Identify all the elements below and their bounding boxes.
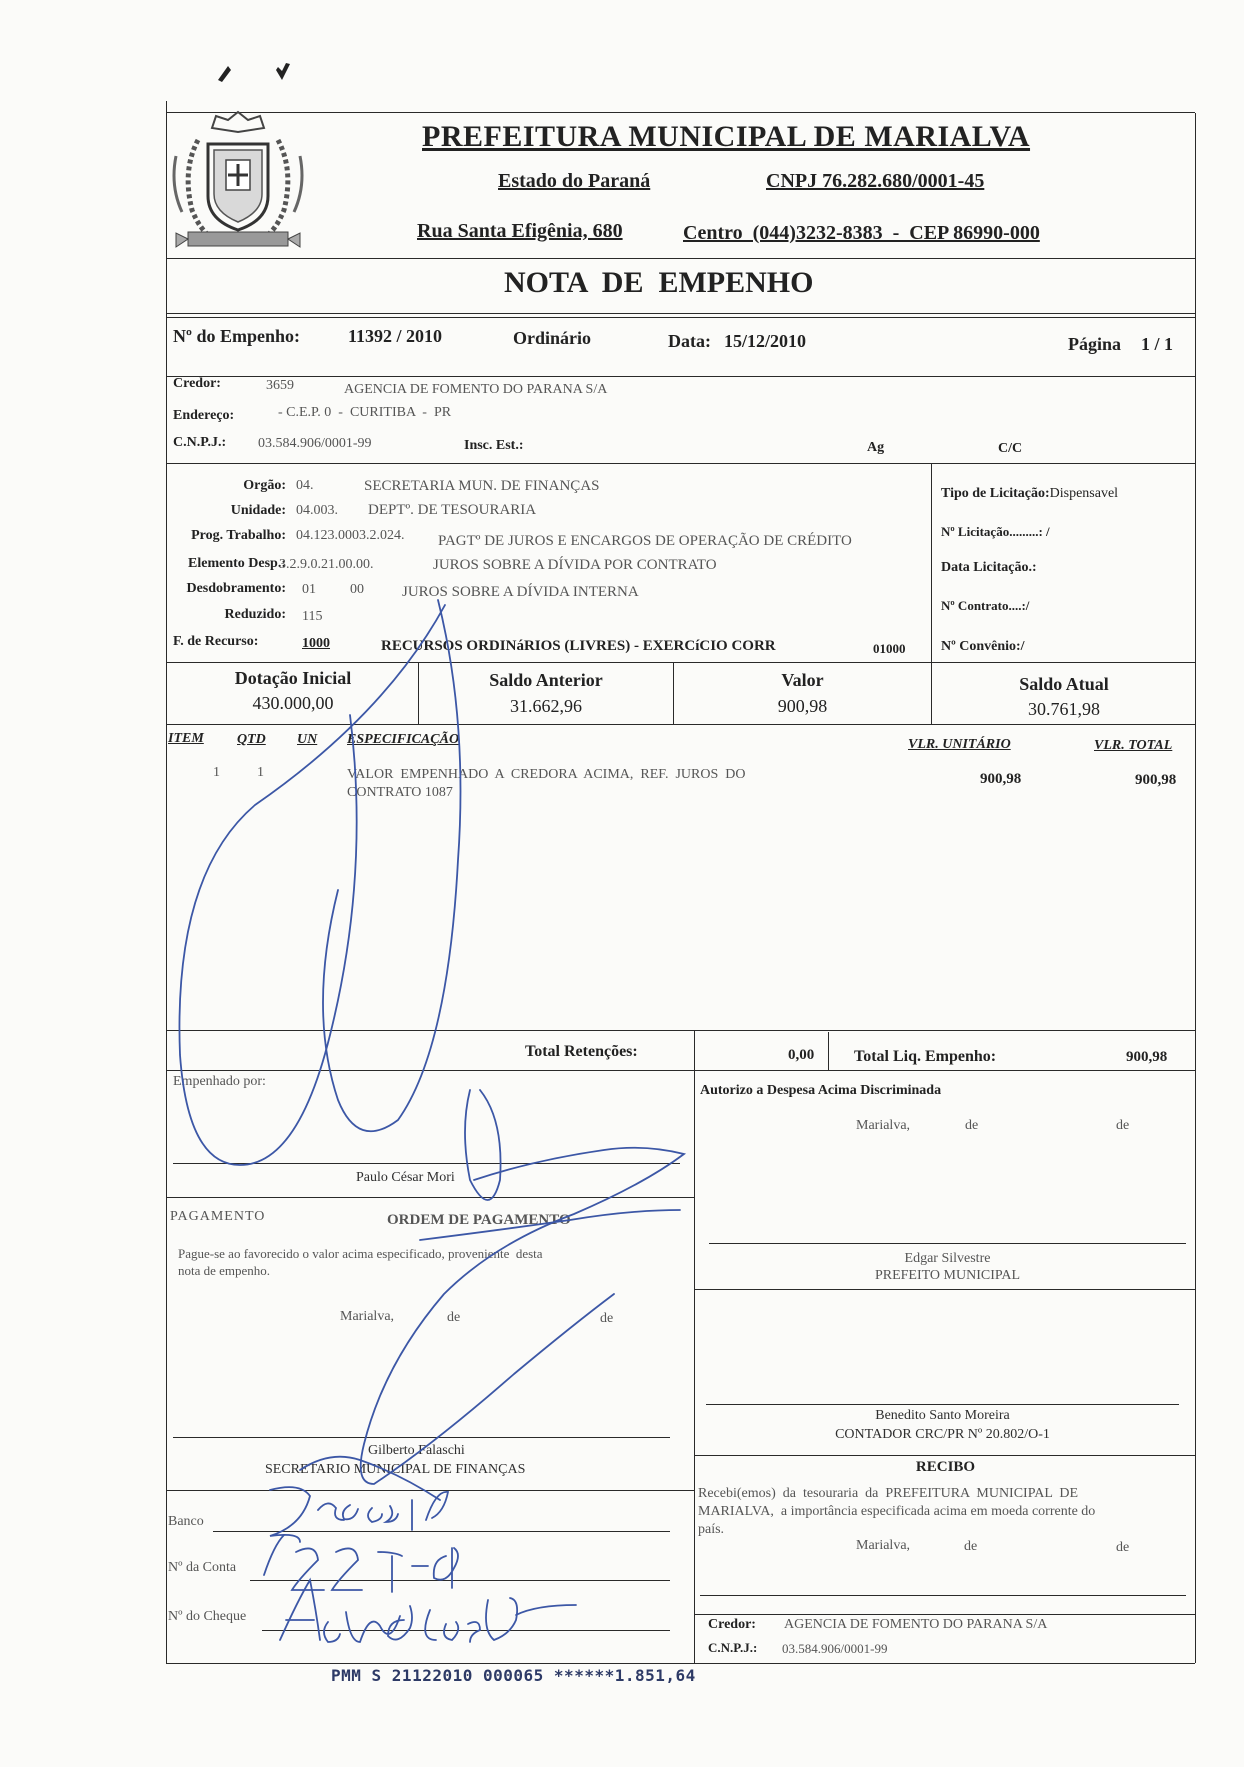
row-qtd: 1 (257, 765, 264, 780)
pagamento-text-1: Pague-se ao favorecido o valor acima especificado, proveniente desta (178, 1246, 543, 1261)
autorizo-local: Marialva, (856, 1118, 911, 1133)
desdobramento-code-1: 01 (302, 582, 316, 597)
numero-licitacao-label: Nº Licitação.........: / (941, 524, 1050, 539)
ordem-pagamento-label: ORDEM DE PAGAMENTO (387, 1212, 571, 1228)
reduzido-label: Reduzido: (224, 607, 286, 622)
saldo-anterior-value: 31.662,96 (510, 696, 582, 716)
endereco-label: Endereço: (173, 408, 235, 423)
prefeitura-contact: Centro (044)3232-8383 - CEP 86990-000 (683, 222, 1040, 244)
recibo-local: Marialva, (856, 1538, 911, 1553)
pagamento-signer: Gilberto Falaschi (368, 1443, 465, 1458)
row-especificacao-line-2: CONTRATO 1087 (347, 785, 453, 800)
dotacao-inicial-label: Dotação Inicial (234, 668, 352, 688)
autorizo-label: Autorizo a Despesa Acima Discriminada (700, 1083, 942, 1098)
conta-label: Nº da Conta (168, 1560, 237, 1575)
empenhado-signer: Paulo César Mori (356, 1170, 455, 1185)
saldo-atual-value: 30.761,98 (1028, 699, 1100, 719)
cnpj-label: C.N.P.J.: (173, 435, 227, 450)
prefeitura-cnpj: CNPJ 76.282.680/0001-45 (766, 170, 985, 192)
desdobramento-description: JUROS SOBRE A DÍVIDA INTERNA (402, 584, 639, 600)
insc-est-label: Insc. Est.: (464, 438, 524, 453)
desdobramento-code-2: 00 (350, 582, 364, 597)
empenho-date-label: Data: (668, 331, 711, 351)
empenho-type: Ordinário (513, 328, 592, 348)
agencia-label: Ag (867, 440, 885, 455)
recurso-code: 1000 (302, 636, 330, 651)
col-total-header: VLR. TOTAL (1094, 738, 1173, 753)
recibo-credor: AGENCIA DE FOMENTO DO PARANA S/A (784, 1617, 1048, 1632)
empenhado-por-label: Empenhado por: (173, 1074, 266, 1089)
empenho-number: 11392 / 2010 (348, 326, 443, 346)
credor-code: 3659 (266, 378, 294, 393)
pagamento-de-1: de (447, 1310, 461, 1325)
elemento-code: 3.2.9.0.21.00.00. (279, 557, 374, 572)
elemento-label: Elemento Desp.: (188, 556, 286, 571)
prefeitura-address: Rua Santa Efigênia, 680 (417, 220, 623, 242)
reduzido-code: 115 (302, 609, 323, 624)
recibo-credor-label: Credor: (708, 1617, 756, 1632)
prog-trabalho-label: Prog. Trabalho: (191, 528, 286, 543)
credor-name: AGENCIA DE FOMENTO DO PARANA S/A (344, 382, 608, 397)
pagamento-local: Marialva, (340, 1309, 395, 1324)
valor-value: 900,98 (777, 696, 828, 716)
saldo-anterior-label: Saldo Anterior (489, 670, 603, 690)
orgao-description: SECRETARIA MUN. DE FINANÇAS (364, 478, 600, 494)
recibo-cnpj: 03.584.906/0001-99 (782, 1641, 888, 1656)
page-number: 1 / 1 (1141, 334, 1174, 354)
row-item: 1 (213, 765, 220, 780)
unidade-description: DEPTº. DE TESOURARIA (368, 502, 537, 518)
recibo-text-2: MARIALVA, a importância especificada acima em moeda corrente do (698, 1504, 1096, 1519)
total-liquido-label: Total Liq. Empenho: (854, 1048, 997, 1065)
total-retencoes-label: Total Retenções: (525, 1043, 638, 1060)
cheque-label: Nº do Cheque (168, 1609, 247, 1624)
col-especificacao-header: ESPECIFICAÇÃO (347, 732, 460, 747)
autorizo-signer: Edgar Silvestre (904, 1251, 991, 1266)
document-title: NOTA DE EMPENHO (504, 266, 814, 299)
recurso-label: F. de Recurso: (173, 634, 259, 649)
autorizo-cargo: PREFEITO MUNICIPAL (874, 1268, 1021, 1283)
data-licitacao-label: Data Licitação.: (941, 560, 1037, 575)
desdobramento-label: Desdobramento: (186, 581, 286, 596)
authentication-stamp: PMM S 21122010 000065 ******1.851,64 (331, 1666, 696, 1685)
credor-cnpj: 03.584.906/0001-99 (258, 436, 372, 451)
unidade-label: Unidade: (230, 503, 286, 518)
autorizo-de-1: de (965, 1118, 979, 1133)
recibo-cnpj-label: C.N.P.J.: (708, 1640, 758, 1655)
autorizo-de-2: de (1116, 1118, 1130, 1133)
page-label: Página (1068, 334, 1122, 354)
row-unit-value: 900,98 (980, 771, 1022, 787)
credor-address: - C.E.P. 0 - CURITIBA - PR (278, 405, 452, 420)
saldo-atual-label: Saldo Atual (1019, 674, 1109, 694)
prefeitura-title: PREFEITURA MUNICIPAL DE MARIALVA (422, 120, 1031, 153)
contador-cargo: CONTADOR CRC/PR Nº 20.802/O-1 (835, 1427, 1050, 1442)
empenho-number-label: Nº do Empenho: (173, 326, 300, 346)
dotacao-inicial-value: 430.000,00 (252, 693, 334, 713)
recibo-text-1: Recebi(emos) da tesouraria da PREFEITURA MUNICIPAL DE (698, 1486, 1079, 1501)
pagamento-label: PAGAMENTO (170, 1209, 266, 1224)
valor-label: Valor (781, 670, 824, 690)
total-retencoes-value: 0,00 (788, 1047, 815, 1063)
pagamento-text-2: nota de empenho. (178, 1263, 271, 1278)
col-qtd-header: QTD (237, 732, 266, 747)
contador-signer: Benedito Santo Moreira (875, 1408, 1010, 1423)
tipo-licitacao: Tipo de Licitação:Dispensavel (941, 486, 1119, 501)
pagamento-cargo: SECRETARIO MUNICIPAL DE FINANÇAS (265, 1462, 526, 1477)
conta-corrente-label: C/C (998, 441, 1023, 456)
unidade-code: 04.003. (296, 503, 338, 518)
col-unitario-header: VLR. UNITÁRIO (908, 737, 1011, 752)
prog-trabalho-description: PAGTº DE JUROS E ENCARGOS DE OPERAÇÃO DE CRÉDITO (438, 533, 852, 549)
banco-label: Banco (168, 1514, 204, 1529)
col-item-header: ITEM (168, 731, 204, 746)
recibo-text-3: país. (698, 1522, 725, 1537)
recibo-de-1: de (964, 1539, 978, 1554)
recibo-title: RECIBO (915, 1459, 976, 1475)
row-especificacao-line-1: VALOR EMPENHADO A CREDORA ACIMA, REF. JUROS DO (347, 767, 746, 782)
contrato-label: Nº Contrato....:/ (941, 598, 1030, 613)
recibo-de-2: de (1116, 1540, 1130, 1555)
orgao-label: Orgão: (243, 478, 286, 493)
pagamento-de-2: de (600, 1311, 614, 1326)
total-liquido-value: 900,98 (1126, 1049, 1168, 1065)
prog-trabalho-code: 04.123.0003.2.024. (296, 528, 405, 543)
state-name: Estado do Paraná (498, 170, 651, 192)
row-total-value: 900,98 (1135, 772, 1177, 788)
orgao-code: 04. (296, 478, 314, 493)
elemento-description: JUROS SOBRE A DÍVIDA POR CONTRATO (433, 557, 717, 573)
convenio-label: Nº Convênio:/ (941, 639, 1025, 654)
credor-label: Credor: (173, 376, 221, 391)
recurso-code-2: 01000 (873, 641, 906, 656)
empenho-date: 15/12/2010 (724, 331, 807, 351)
recurso-description: RECURSOS ORDINáRIOS (LIVRES) - EXERCíCIO CORR (381, 638, 776, 654)
col-un-header: UN (297, 732, 318, 747)
